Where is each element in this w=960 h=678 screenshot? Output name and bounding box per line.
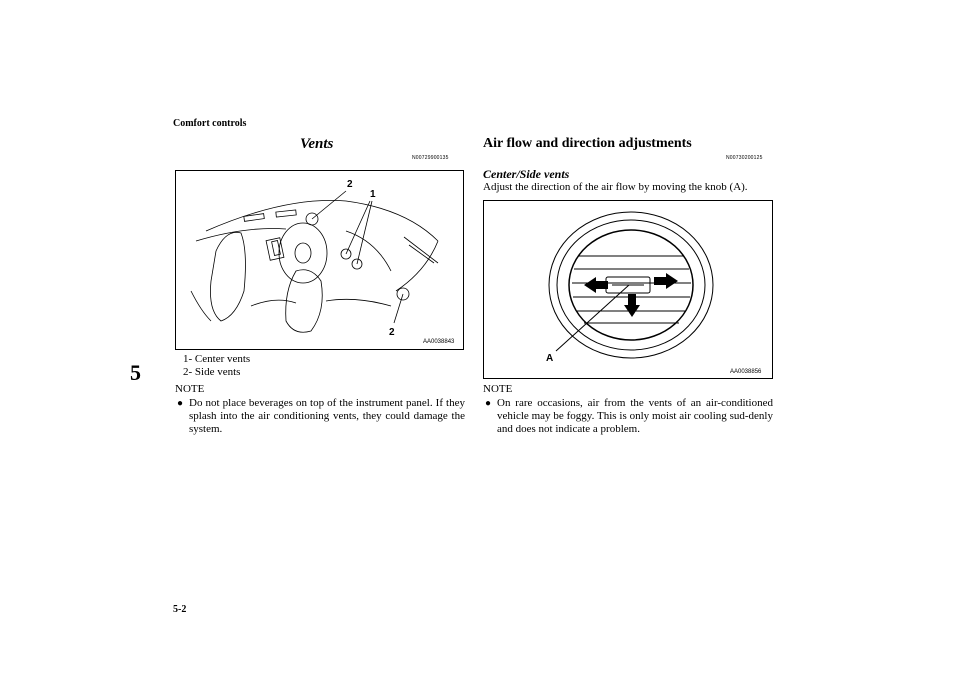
- vents-note: [175, 383, 465, 436]
- bullet-icon: ●: [485, 398, 492, 409]
- vent-knob-figure: [483, 200, 773, 379]
- dashboard-vents-figure: [175, 170, 464, 350]
- air-flow-heading: Air flow and direction adjustments: [483, 136, 692, 151]
- legend-item: [183, 353, 250, 366]
- chapter-tab: 5: [130, 360, 141, 385]
- adjust-instruction: Adjust the direction of the air flow by moving the knob (A).: [483, 181, 748, 193]
- note-text: Do not place beverages on top of the instrument panel. If they splash into the air conditioning vents, they could damage the system.: [189, 397, 465, 435]
- callout-label: 2: [389, 327, 395, 338]
- vents-heading: Vents: [300, 136, 334, 152]
- note-bullet-item: [175, 397, 465, 436]
- vent-illustration: [484, 201, 772, 378]
- note-label: NOTE: [483, 383, 513, 395]
- note-text: On rare occasions, air from the vents of an air-conditioned vehicle may be foggy. This is only moist air cooling sud-denly and does not indicate a problem.: [497, 397, 773, 435]
- callout-label: 2: [347, 179, 353, 190]
- air-flow-note: [483, 383, 773, 436]
- bullet-icon: ●: [177, 398, 184, 409]
- dashboard-illustration: [176, 171, 463, 349]
- note-bullet-item: [483, 397, 773, 436]
- figure-legend: [183, 353, 250, 379]
- legend-text: Side vents: [194, 366, 241, 378]
- air-flow-section-code: N00730200125: [726, 155, 763, 161]
- legend-number: 2-: [183, 366, 193, 378]
- callout-label: 1: [370, 189, 376, 200]
- figure-code: AA0038843: [423, 339, 455, 345]
- legend-text: Center vents: [194, 353, 251, 365]
- knob-callout-label: A: [546, 353, 554, 364]
- note-label: NOTE: [175, 383, 205, 395]
- figure-code: AA0038856: [730, 369, 762, 375]
- legend-number: 1-: [183, 353, 193, 365]
- center-side-vents-subheading: Center/Side vents: [483, 167, 570, 181]
- legend-item: [183, 366, 250, 379]
- section-title: Comfort controls: [173, 118, 247, 129]
- page-number: 5-2: [173, 604, 187, 615]
- vents-section-code: N00729900135: [412, 155, 449, 161]
